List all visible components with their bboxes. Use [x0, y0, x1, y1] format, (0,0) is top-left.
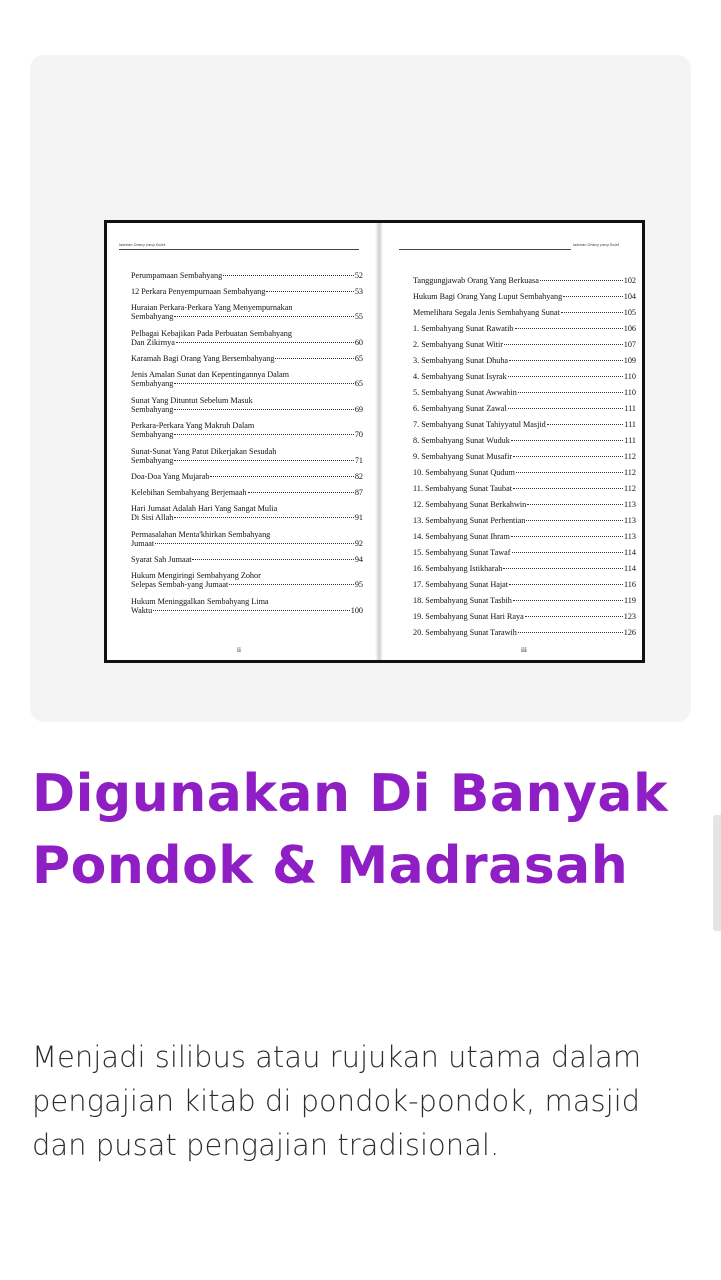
running-head-left: Idaman Orang yang Solat	[119, 243, 165, 247]
toc-dot-leader	[511, 440, 623, 441]
toc-entry-page: 112	[624, 484, 636, 493]
toc-entry-title: 18. Sembahyang Sunat Tasbih	[413, 596, 512, 605]
toc-entry-title: Dan Zikirnya	[131, 337, 175, 347]
toc-dot-leader	[174, 434, 354, 435]
toc-entry-title: Memelihara Segala Jenis Sembahyang Sunat	[413, 308, 560, 317]
toc-entry-title: 11. Sembahyang Sunat Taubat	[413, 484, 513, 493]
toc-entry	[131, 488, 363, 497]
toc-dot-leader	[508, 376, 623, 377]
toc-entry	[131, 370, 363, 388]
toc-entry-title: Sunat Yang Dituntut Sebelum Masuk	[131, 395, 253, 405]
toc-entry-title: Di Sisi Allah	[131, 513, 174, 522]
page-number-right: iii	[521, 646, 527, 654]
toc-dot-leader	[540, 280, 623, 281]
feature-title: Digunakan Di Banyak Pondok & Madrasah	[32, 764, 669, 896]
toc-dot-leader	[155, 543, 354, 544]
toc-entry-title: 8. Sembahyang Sunat Wuduk	[413, 436, 510, 445]
toc-entry	[131, 571, 363, 589]
toc-dot-leader	[229, 584, 353, 585]
toc-entry-page: 52	[354, 271, 363, 280]
toc-entry-page: 105	[623, 308, 636, 317]
toc-entry-title: 10. Sembahyang Sunat Qudum	[413, 468, 515, 477]
toc-entry-title: 16. Sembahyang Istikharah	[413, 564, 503, 573]
toc-dot-leader	[174, 409, 354, 410]
toc-entry-title: Hukum Mengiringi Sembahyang Zohor	[131, 571, 261, 580]
toc-entry-page: 104	[623, 292, 636, 301]
toc-entry	[413, 404, 636, 413]
toc-entry-title: 1. Sembahyang Sunat Rawatib	[413, 324, 514, 333]
toc-entry-page: 70	[354, 430, 363, 439]
toc-entry-title: 17. Sembahyang Sunat Hajat	[413, 580, 509, 589]
toc-entry	[413, 276, 636, 285]
toc-entry-title: Sembahyang	[131, 430, 174, 439]
toc-entry-title: 12 Perkara Penyempurnaan Sembahyang	[131, 287, 266, 296]
toc-dot-leader	[266, 291, 353, 292]
toc-entry-page: 113	[624, 532, 636, 541]
toc-entry	[131, 303, 363, 321]
toc-entry-title: Sembahyang	[131, 379, 174, 388]
toc-entry	[131, 597, 363, 615]
toc-entry-page: 111	[624, 404, 636, 413]
toc-dot-leader	[275, 358, 353, 359]
toc-entry	[131, 421, 363, 439]
toc-dot-leader	[508, 408, 624, 409]
toc-entry-page: 82	[354, 472, 363, 481]
toc-dot-leader	[518, 392, 623, 393]
toc-entry-title: 6. Sembahyang Sunat Zawal	[413, 404, 507, 413]
toc-entry-title: Tanggungjawab Orang Yang Berkuasa	[413, 276, 539, 285]
toc-entry-page: 65	[354, 354, 363, 363]
toc-entry-title: Pelbagai Kebajikan Pada Perbuatan Sembahyang	[131, 328, 292, 338]
toc-entry-title: 15. Sembahyang Sunat Tawaf	[413, 548, 511, 557]
book-spine	[375, 223, 383, 660]
toc-dot-leader	[503, 568, 623, 569]
toc-entry-page: 119	[624, 596, 636, 605]
toc-entry-title: Hari Jumaat Adalah Hari Yang Sangat Mulia	[131, 504, 278, 513]
toc-entry-page: 107	[623, 340, 636, 349]
toc-entry	[413, 308, 636, 317]
toc-dot-leader	[513, 600, 623, 601]
toc-entry	[131, 396, 363, 414]
toc-entry-page: 95	[354, 580, 363, 589]
toc-entry	[413, 548, 636, 557]
feature-description: Menjadi silibus atau rujukan utama dalam pengajian kitab di pondok-pondok, masjid dan pusat pengajian tradisional.	[32, 1040, 642, 1162]
toc-entry-title: 2. Sembahyang Sunat Witir	[413, 340, 504, 349]
toc-entry	[131, 472, 363, 481]
toc-entry	[131, 329, 363, 347]
toc-dot-leader	[512, 552, 624, 553]
toc-entry-page: 100	[350, 605, 363, 615]
toc-entry	[413, 580, 636, 589]
toc-entry-page: 53	[354, 287, 363, 296]
toc-entry	[413, 324, 636, 333]
toc-dot-leader	[174, 460, 354, 461]
toc-entry	[131, 447, 363, 465]
scroll-handle[interactable]	[713, 815, 721, 931]
toc-entry-page: 113	[624, 516, 636, 525]
toc-entry-page: 110	[624, 372, 636, 381]
toc-entry-title: Sembahyang	[131, 312, 174, 321]
header-rule	[119, 249, 359, 250]
toc-dot-leader	[511, 536, 623, 537]
toc-entry-page: 116	[624, 580, 636, 589]
toc-dot-leader	[223, 275, 354, 276]
header-rule	[399, 249, 571, 250]
toc-entry-title: 19. Sembahyang Sunat Hari Raya	[413, 612, 524, 621]
book-page-left	[107, 223, 375, 660]
toc-entry-title: Perkara-Perkara Yang Makruh Dalam	[131, 421, 255, 430]
toc-dot-leader	[561, 312, 623, 313]
toc-entry-page: 113	[624, 500, 636, 509]
toc-entry-title: Perumpamaan Sembahyang	[131, 271, 223, 280]
toc-dot-leader	[525, 616, 623, 617]
toc-entry-page: 69	[354, 404, 363, 414]
toc-entry	[413, 564, 636, 573]
toc-entry-title: Sunat-Sunat Yang Patut Dikerjakan Sesudah	[131, 446, 277, 456]
toc-entry	[413, 452, 636, 461]
toc-entry-title: 4. Sembahyang Sunat Isyrak	[413, 372, 507, 381]
toc-entry-title: Jenis Amalan Sunat dan Kepentingannya Dalam	[131, 370, 290, 379]
toc-dot-leader	[174, 316, 354, 317]
toc-dot-leader	[518, 632, 623, 633]
toc-entry-page: 94	[354, 555, 363, 564]
toc-entry-title: 7. Sembahyang Sunat Tahiyyatul Masjid	[413, 420, 546, 429]
toc-entry-title: Syarat Sah Jumaat	[131, 555, 192, 564]
toc-entry-page: 111	[624, 436, 636, 445]
toc-entry	[413, 612, 636, 621]
toc-entry-page: 87	[354, 488, 363, 497]
toc-entry-page: 102	[623, 276, 636, 285]
toc-dot-leader	[210, 476, 353, 477]
toc-dot-leader	[153, 610, 350, 611]
toc-entry	[413, 500, 636, 509]
toc-dot-leader	[174, 517, 354, 518]
toc-entry-page: 106	[623, 324, 636, 333]
book-toc-image	[104, 220, 645, 663]
toc-entry	[413, 340, 636, 349]
toc-dot-leader	[516, 472, 623, 473]
toc-entry-title: Huraian Perkara-Perkara Yang Menyempurnakan	[131, 303, 293, 312]
toc-entry-page: 112	[624, 468, 636, 477]
toc-entry-page: 65	[354, 379, 363, 388]
toc-entry-page: 55	[354, 312, 363, 321]
toc-entry-title: 3. Sembahyang Sunat Dhuha	[413, 356, 509, 365]
toc-entry	[413, 388, 636, 397]
toc-entry	[131, 555, 363, 564]
toc-entry-page: 126	[623, 628, 636, 637]
running-head-right: Idaman Orang yang Solat	[573, 243, 619, 247]
toc-entry-title: 14. Sembahyang Sunat Ihram	[413, 532, 510, 541]
toc-entry-title: Selepas Sembah-yang Jumaat	[131, 580, 229, 589]
toc-dot-leader	[527, 504, 623, 505]
toc-entry-title: 12. Sembahyang Sunat Berkahwin	[413, 500, 527, 509]
toc-entry-title: Hukum Bagi Orang Yang Luput Sembahyang	[413, 292, 563, 301]
toc-entry	[131, 354, 363, 363]
toc-entry-title: Permasalahan Menta'khirkan Sembahyang	[131, 529, 271, 539]
toc-entry	[413, 420, 636, 429]
toc-entry-page: 109	[623, 356, 636, 365]
toc-entry-page: 71	[354, 455, 363, 465]
toc-dot-leader	[547, 424, 624, 425]
toc-entry	[131, 530, 363, 548]
toc-entry-title: Sembahyang	[131, 455, 174, 465]
toc-dot-leader	[515, 328, 623, 329]
toc-entry-title: Sembahyang	[131, 404, 174, 414]
toc-dot-leader	[513, 456, 623, 457]
toc-entry-title: 5. Sembahyang Sunat Awwabin	[413, 388, 517, 397]
toc-entry-page: 92	[354, 538, 363, 548]
toc-entry	[413, 356, 636, 365]
toc-entry-title: Doa-Doa Yang Mujarab	[131, 472, 210, 481]
toc-entry	[413, 628, 636, 637]
toc-entry	[413, 292, 636, 301]
toc-entry	[413, 468, 636, 477]
toc-dot-leader	[176, 342, 354, 343]
toc-entry-page: 114	[624, 548, 636, 557]
toc-entry-page: 114	[624, 564, 636, 573]
book-page-right	[383, 223, 645, 660]
toc-entry	[413, 532, 636, 541]
toc-dot-leader	[192, 559, 353, 560]
toc-entry-page: 91	[354, 513, 363, 522]
toc-entry	[131, 504, 363, 522]
toc-dot-leader	[526, 520, 623, 521]
toc-entry	[413, 372, 636, 381]
toc-entry-title: 13. Sembahyang Sunat Perhentian	[413, 516, 526, 525]
toc-entry-page: 111	[624, 420, 636, 429]
toc-entry-title: Hukum Meninggalkan Sembahyang Lima	[131, 596, 269, 606]
toc-entry	[413, 436, 636, 445]
toc-dot-leader	[504, 344, 623, 345]
toc-entry-page: 123	[623, 612, 636, 621]
toc-dot-leader	[509, 360, 623, 361]
toc-entry-page: 60	[354, 337, 363, 347]
toc-entry-title: Jumaat	[131, 538, 155, 548]
toc-entry	[131, 271, 363, 280]
toc-entry-title: 9. Sembahyang Sunat Musafir	[413, 452, 513, 461]
toc-entry-title: Waktu	[131, 605, 153, 615]
toc-dot-leader	[248, 492, 354, 493]
toc-entry	[131, 287, 363, 296]
toc-entry-page: 110	[624, 388, 636, 397]
toc-dot-leader	[513, 488, 623, 489]
toc-dot-leader	[509, 584, 623, 585]
toc-entry-page: 112	[624, 452, 636, 461]
toc-dot-leader	[563, 296, 623, 297]
toc-entry	[413, 596, 636, 605]
toc-entry-title: Karamah Bagi Orang Yang Bersembahyang	[131, 354, 275, 363]
toc-entry	[413, 484, 636, 493]
toc-dot-leader	[174, 383, 354, 384]
toc-entry	[413, 516, 636, 525]
toc-entry-title: Kelebihan Sembahyang Berjemaah	[131, 488, 247, 497]
page-number-left: ii	[237, 646, 241, 654]
toc-entry-title: 20. Sembahyang Sunat Tarawih	[413, 628, 517, 637]
book-image-card	[30, 55, 691, 722]
